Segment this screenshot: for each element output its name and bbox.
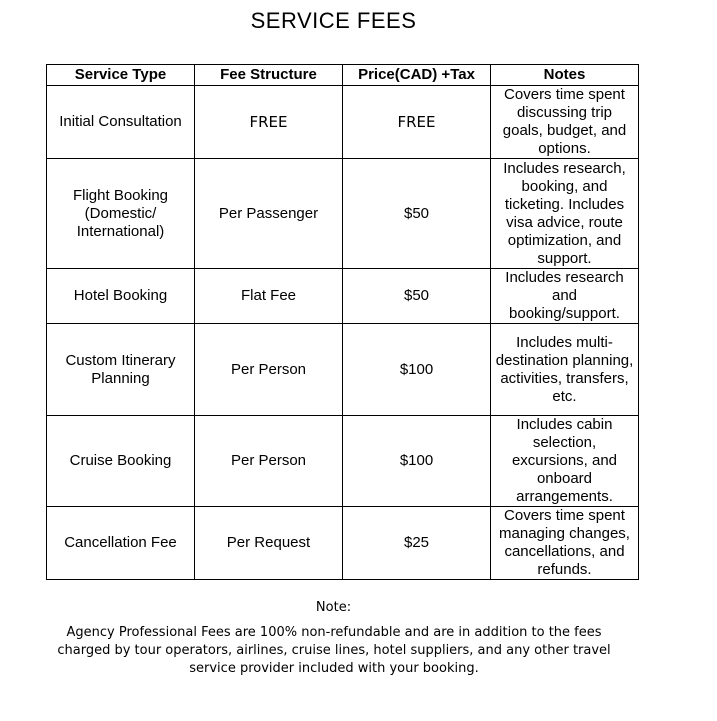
table-row bbox=[47, 269, 639, 324]
cell-notes: Includes cabin selection, excursions, and onboard arrangements. bbox=[491, 416, 639, 507]
cell-service: Initial Consultation bbox=[47, 86, 195, 159]
cell-structure: Per Person bbox=[195, 324, 343, 416]
cell-price: $50 bbox=[343, 269, 491, 324]
page-title: SERVICE FEES bbox=[250, 8, 417, 33]
cell-service: Hotel Booking bbox=[47, 269, 195, 324]
table-row bbox=[47, 86, 639, 159]
header-price: Price(CAD) +Tax bbox=[343, 65, 491, 86]
note-text: Agency Professional Fees are 100% non-refundable and are in addition to the fees charged by tour operators, airlines, cruise lines, hotel suppliers, and any other travel service provider included with your booking. bbox=[57, 625, 611, 676]
cell-structure: Per Request bbox=[195, 507, 343, 580]
header-fee-structure: Fee Structure bbox=[195, 65, 343, 86]
cell-service: Cruise Booking bbox=[47, 416, 195, 507]
table-row bbox=[47, 324, 639, 416]
cell-structure: Per Person bbox=[195, 416, 343, 507]
cell-notes: Covers time spent managing changes, cancellations, and refunds. bbox=[491, 507, 639, 580]
cell-price: FREE bbox=[343, 86, 491, 159]
table-row bbox=[47, 507, 639, 580]
table-row bbox=[47, 159, 639, 269]
cell-price: $100 bbox=[343, 324, 491, 416]
cell-price: $100 bbox=[343, 416, 491, 507]
cell-notes: Includes research, booking, and ticketing. Includes visa advice, route optimization, and support. bbox=[491, 159, 639, 269]
table-header-row bbox=[47, 65, 639, 86]
cell-service: Cancellation Fee bbox=[47, 507, 195, 580]
cell-price: $25 bbox=[343, 507, 491, 580]
cell-structure: FREE bbox=[195, 86, 343, 159]
table-row bbox=[47, 416, 639, 507]
header-notes: Notes bbox=[491, 65, 639, 86]
cell-service: Custom Itinerary Planning bbox=[47, 324, 195, 416]
cell-service: Flight Booking (Domestic/ International) bbox=[47, 159, 195, 269]
cell-structure: Flat Fee bbox=[195, 269, 343, 324]
cell-structure: Per Passenger bbox=[195, 159, 343, 269]
header-service-type: Service Type bbox=[47, 65, 195, 86]
note-heading: Note: bbox=[315, 600, 352, 615]
service-fees-table bbox=[46, 64, 639, 580]
cell-notes: Includes multi-destination planning, activities, transfers, etc. bbox=[491, 324, 639, 416]
cell-notes: Includes research and booking/support. bbox=[491, 269, 639, 324]
cell-notes: Covers time spent discussing trip goals, budget, and options. bbox=[491, 86, 639, 159]
cell-price: $50 bbox=[343, 159, 491, 269]
